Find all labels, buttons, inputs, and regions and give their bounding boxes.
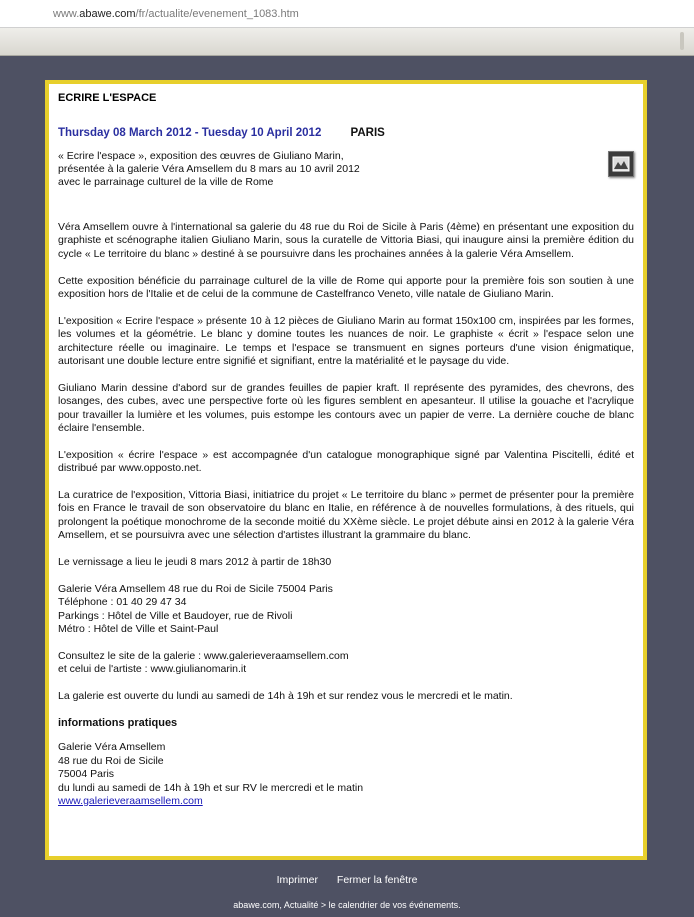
info-heading: informations pratiques — [58, 716, 178, 729]
event-intro — [58, 150, 478, 189]
intro-line: avec le parrainage culturel de la ville de Rome — [58, 176, 274, 188]
info-line: 48 rue du Roi de Sicile — [58, 754, 164, 767]
address-bar[interactable] — [0, 0, 694, 28]
info-block — [58, 741, 634, 808]
close-window-link[interactable]: Fermer la fenêtre — [336, 874, 418, 886]
description-paragraph: Cette exposition bénéficie du parrainage culturel de la ville de Rome qui apporte pour la première fois son soutien à une exposition hors de l'Italie et de celui de la commune de Castelfranco Veneto, ville natale de Giuliano Marin. — [58, 274, 634, 301]
site-footer: abawe.com, Actualité > le calendrier de vos événements. — [233, 900, 461, 910]
footer-links — [0, 874, 694, 886]
address-line: Téléphone : 01 40 29 47 34 — [58, 596, 187, 609]
event-dates: Thursday 08 March 2012 - Tuesday 10 April 2012 — [58, 127, 322, 139]
url-text: www.abawe.com/fr/actualite/evenement_1083.htm — [53, 8, 299, 20]
intro-line: présentée à la galerie Véra Amsellem du 8 mars au 10 avril 2012 — [58, 163, 360, 175]
gallery-link[interactable]: www.galerieveraamsellem.com — [58, 794, 203, 807]
event-dates-row — [58, 127, 385, 139]
event-panel — [45, 80, 647, 860]
description-paragraph: L'exposition « écrire l'espace » est accompagnée d'un catalogue monographique signé par Valentina Piscitelli, édité et distribué par www.opposto.net. — [58, 448, 634, 475]
toolbar-scroll-handle[interactable] — [680, 32, 684, 50]
description-paragraph: Véra Amsellem ouvre à l'international sa galerie du 48 rue du Roi de Sicile à Paris (4ème) en présentant une exposition du graphiste et scénographe italien Giuliano Marin, sous la curatelle de Vittoria Biasi, qui inaugure ainsi la première édition du cycle « Le territoire du blanc » destiné à se poursuivre dans les prochaines années à la galerie Véra Amsellem. — [58, 221, 634, 260]
photo-icon[interactable] — [608, 151, 634, 177]
event-content — [58, 92, 634, 807]
event-description — [58, 221, 634, 808]
intro-line: « Ecrire l'espace », exposition des œuvres de Giuliano Marin, — [58, 150, 344, 162]
description-paragraph: Giuliano Marin dessine d'abord sur de grandes feuilles de papier kraft. Il représente des pyramides, des chevrons, des losanges, des cubes, avec une perspective forte où les figures semblent en apesanteur. Il utilise la gouache et l'acrylique pour travailler la lumière et les volumes, puis estompe les contours avec un papier de verre. La dernière couche de blanc éclaire l'ensemble. — [58, 381, 634, 435]
event-city: PARIS — [350, 127, 385, 139]
print-link[interactable]: Imprimer — [276, 874, 318, 886]
sites-line: Consultez le site de la galerie : www.galerieveraamsellem.com — [58, 649, 349, 662]
description-paragraph: La curatrice de l'exposition, Vittoria Biasi, initiatrice du projet « Le territoire du blanc » permet de présenter pour la première fois en France le travail de son observatoire du blanc en Italie, en référence à de nouvelles formulations, à des rituels, qui prolongent la poétique monochrome de la seconde moitié du XXème siècle. Le projet débute ainsi en 2012 à la galerie Véra Amsellem, et se poursuivra avec une sélection d'artistes illustrant la grammaire du blanc. — [58, 489, 634, 542]
info-line: du lundi au samedi de 14h à 19h et sur RV le mercredi et le matin — [58, 781, 364, 794]
sites-line: et celui de l'artiste : www.giulianomarin.it — [58, 663, 247, 676]
event-title: ECRIRE L'ESPACE — [58, 92, 157, 104]
address-line: Métro : Hôtel de Ville et Saint-Paul — [58, 623, 219, 636]
address-line: Galerie Véra Amsellem 48 rue du Roi de Sicile 75004 Paris — [58, 582, 333, 595]
sites-block — [58, 650, 634, 677]
address-line: Parkings : Hôtel de Ville et Baudoyer, rue de Rivoli — [58, 609, 293, 622]
browser-toolbar — [0, 28, 694, 56]
vernissage-text: Le vernissage a lieu le jeudi 8 mars 2012 à partir de 18h30 — [58, 556, 332, 569]
info-line: Galerie Véra Amsellem — [58, 741, 166, 754]
info-line: 75004 Paris — [58, 768, 115, 781]
address-block — [58, 583, 634, 637]
hours-text: La galerie est ouverte du lundi au samedi de 14h à 19h et sur rendez vous le mercredi et le matin. — [58, 690, 513, 703]
description-paragraph: L'exposition « Ecrire l'espace » présente 10 à 12 pièces de Giuliano Marin au format 150x100 cm, inspirées par les formes, les volumes et la géométrie. Le blanc y domine toutes les nuances de noir. Le graphiste « écrit » l'espace selon une architecture réelle ou imaginaire. Le temps et l'espace se transmuent en signes porteurs d'une vision énigmatique, autorisant une double lecture entre signifié et signifiant, entre la matérialité et le paysage du vide. — [58, 314, 634, 368]
